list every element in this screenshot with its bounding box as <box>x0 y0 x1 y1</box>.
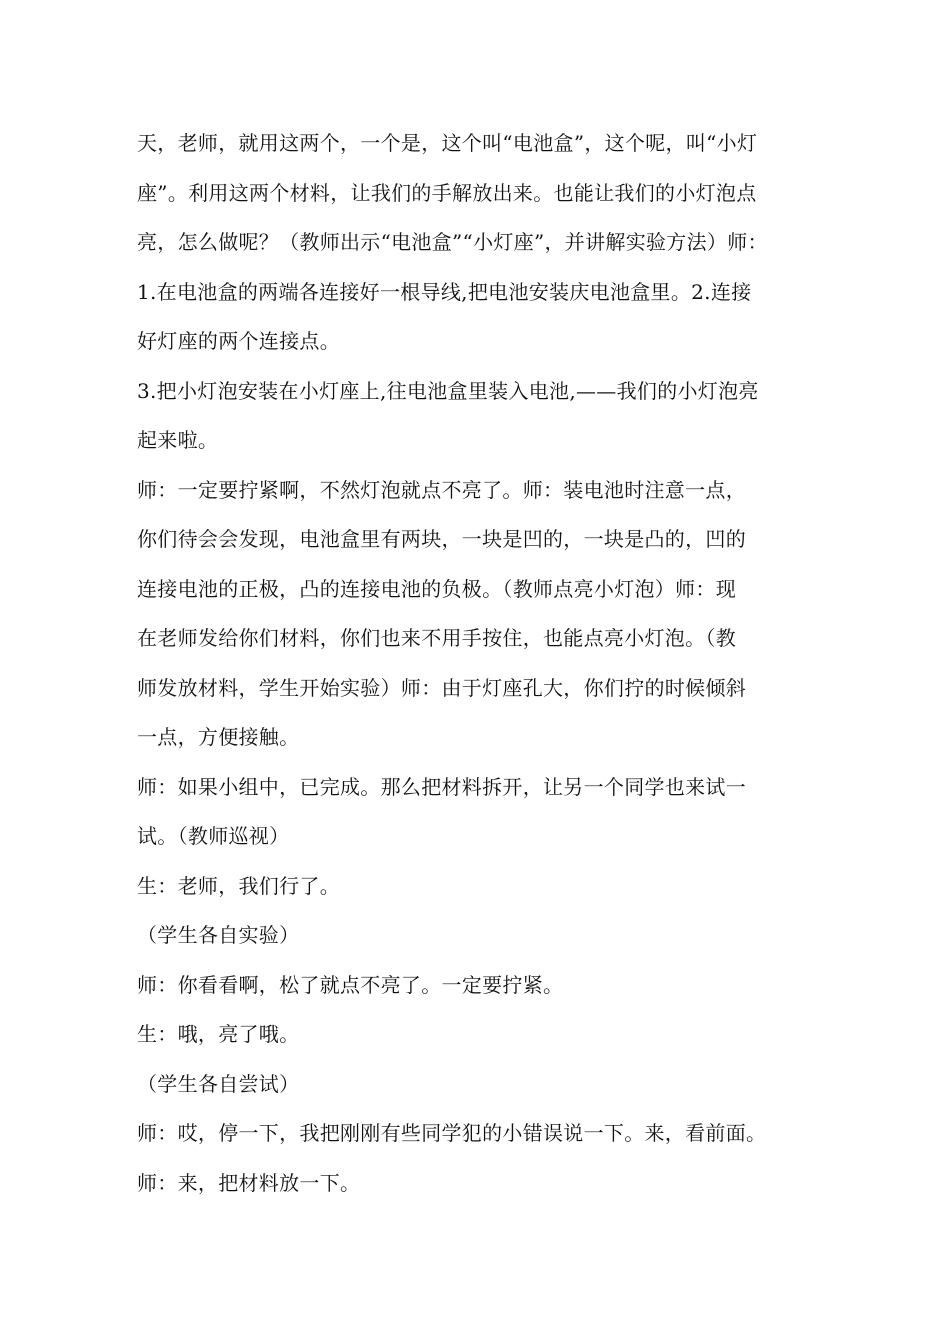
text-line: 起来啦。 <box>137 428 219 452</box>
text-line: 生：老师，我们行了。 <box>137 873 340 898</box>
document-body <box>137 119 827 1208</box>
text-line: 生：哦，亮了哦。 <box>137 1022 300 1046</box>
text-line: 你们待会会发现，电池盒里有两块，一块是凹的，一块是凸的，凹的 <box>137 527 746 551</box>
text-line: 座”。利用这两个材料，让我们的手解放出来。也能让我们的小灯泡点 <box>137 180 757 205</box>
text-line: 好灯座的两个连接点。 <box>137 329 340 353</box>
text-line: 在老师发给你们材料，你们也来不用手按住，也能点亮小灯泡。（教 <box>137 626 736 650</box>
text-line: 3.把小灯泡安装在小灯座上,往电池盒里装入电池,——我们的小灯泡亮 <box>137 378 759 403</box>
text-line: 师：一定要拧紧啊，不然灯泡就点不亮了。师：装电池时注意一点， <box>137 477 746 502</box>
text-line: 一点，方便接触。 <box>137 725 300 749</box>
text-line: 师：如果小组中，已完成。那么把材料拆开，让另一个同学也来试一 <box>137 774 746 799</box>
text-line: 师发放材料，学生开始实验）师：由于灯座孔大，你们拧的时候倾斜 <box>137 675 746 700</box>
text-line: 1.在电池盒的两端各连接好一根导线,把电池安装庆电池盒里。2.连接 <box>137 279 752 304</box>
text-line: 试。（教师巡视） <box>137 824 290 848</box>
text-line: （学生各自实验） <box>137 923 300 947</box>
text-line: 亮，怎么做呢？（教师出示“电池盒”“小灯座”，并讲解实验方法）师： <box>137 230 768 254</box>
text-line: （学生各自尝试） <box>137 1071 300 1096</box>
text-line: 天，老师，就用这两个，一个是，这个叫“电池盒”，这个呢，叫“小灯 <box>137 131 758 155</box>
text-line: 师：你看看啊，松了就点不亮了。一定要拧紧。 <box>137 972 564 997</box>
text-line: 师：来，把材料放一下。 <box>137 1170 361 1195</box>
text-line: 连接电池的正极，凸的连接电池的负极。（教师点亮小灯泡）师：现 <box>137 576 736 601</box>
text-line: 师：哎，停一下，我把刚刚有些同学犯的小错误说一下。来，看前面。 <box>137 1121 767 1145</box>
